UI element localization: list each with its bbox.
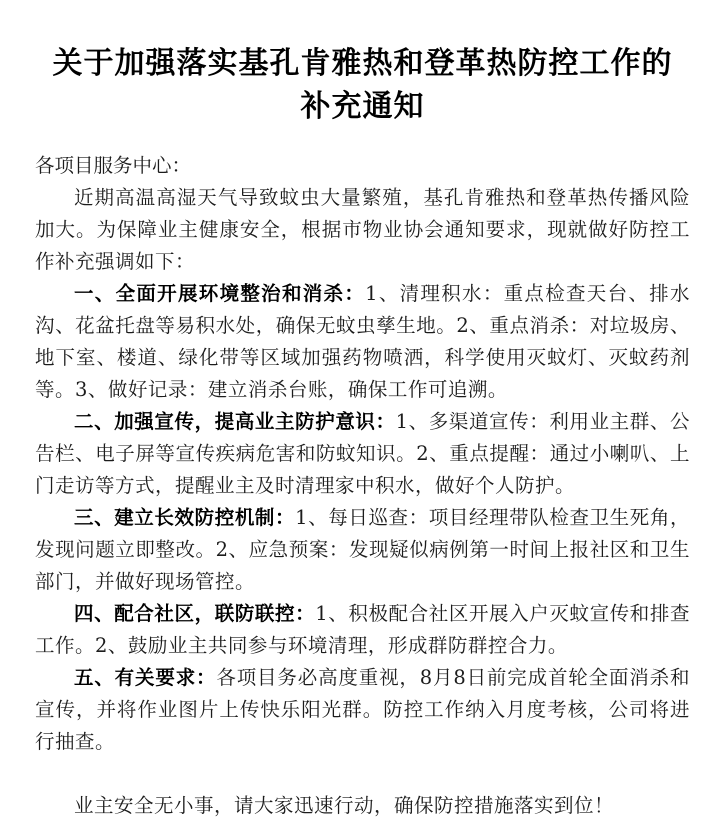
document-title (35, 42, 690, 128)
salutation: 各项目服务中心： (35, 154, 192, 177)
section-body-3: 1、每日巡查：项目经理带队检查卫生死角，发现问题立即整改。2、应急预案：发现疑似病例第一时间上报社区和卫生部门，并做好现场管控。 (35, 506, 690, 593)
title-line-2: 补充通知 (300, 89, 425, 124)
section-heading-5: 五、有关要求： (74, 666, 217, 689)
title-line-1: 关于加强落实基孔肯雅热和登革热防控工作的 (52, 46, 673, 81)
section-paragraph-2 (35, 406, 690, 502)
section-heading-2: 二、加强宣传，提高业主防护意识： (74, 410, 396, 433)
section-body-1: 1、清理积水：重点检查天台、排水沟、花盆托盘等易积水处，确保无蚊虫孳生地。2、重点消杀：对垃圾房、地下室、楼道、绿化带等区域加强药物喷洒，科学使用灭蚊灯、灭蚊药剂等。3、做好记录：建立消杀台账，确保工作可追溯。 (35, 282, 690, 401)
section-heading-4: 四、配合社区，联防联控： (74, 602, 316, 625)
closing-paragraph: 业主安全无小事，请大家迅速行动，确保防控措施落实到位！ (74, 794, 615, 817)
section-heading-1: 一、全面开展环境整治和消杀： (74, 282, 366, 305)
section-paragraph-3 (35, 502, 690, 598)
section-body-5: 各项目务必高度重视，8月8日前完成首轮全面消杀和宣传，并将作业图片上传快乐阳光群。防控工作纳入月度考核，公司将进行抽查。 (35, 666, 690, 753)
section-heading-3: 三、建立长效防控机制： (74, 506, 296, 529)
intro-paragraph: 近期高温高湿天气导致蚊虫大量繁殖，基孔肯雅热和登革热传播风险加大。为保障业主健康安全，根据市物业协会通知要求，现就做好防控工作补充强调如下： (35, 186, 690, 273)
section-paragraph-4 (35, 598, 690, 662)
section-body-2: 1、多渠道宣传：利用业主群、公告栏、电子屏等宣传疾病危害和防蚊知识。2、重点提醒：通过小喇叭、上门走访等方式，提醒业主及时清理家中积水，做好个人防护。 (35, 410, 690, 497)
section-paragraph-5 (35, 662, 690, 758)
section-paragraph-1 (35, 278, 690, 406)
section-body-4: 1、积极配合社区开展入户灭蚊宣传和排查工作。2、鼓励业主共同参与环境清理，形成群防群控合力。 (35, 602, 690, 657)
